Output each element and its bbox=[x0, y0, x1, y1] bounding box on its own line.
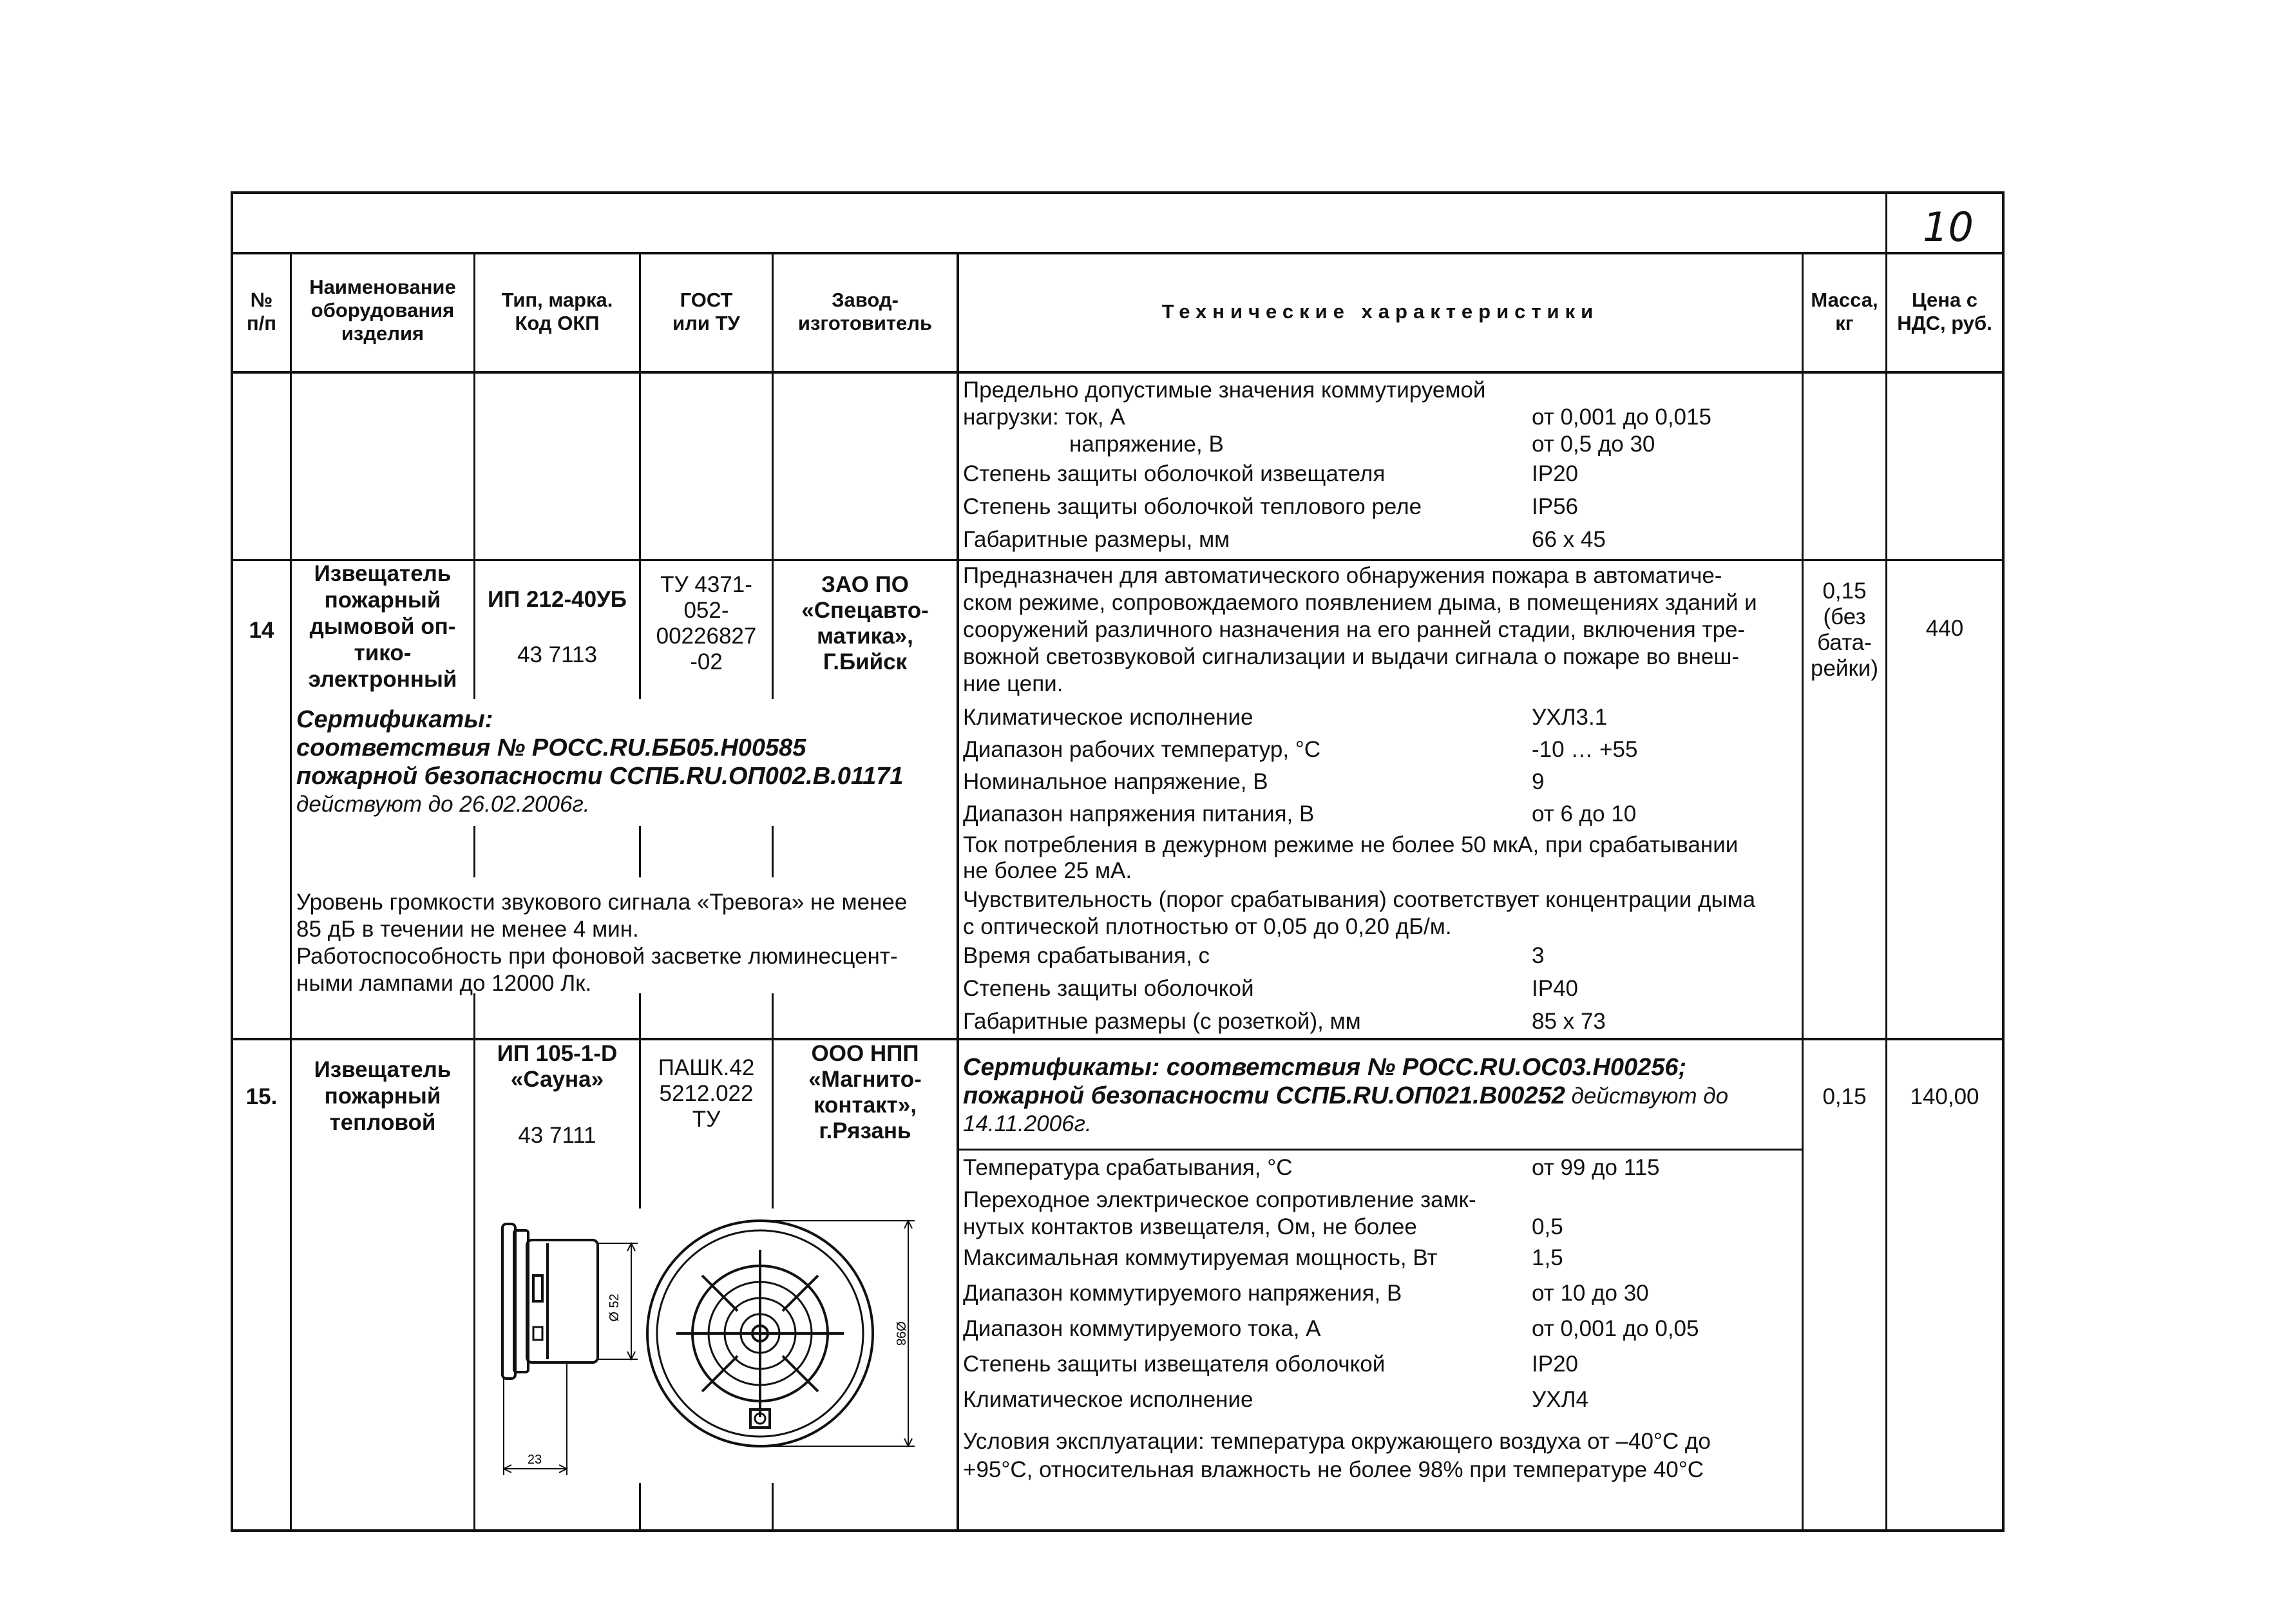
header-price bbox=[1887, 289, 2002, 335]
spec-label: Климатическое исполнение bbox=[963, 705, 1253, 730]
spec-value: от 0,001 до 0,05 bbox=[1532, 1316, 1699, 1341]
detector-front-view bbox=[647, 1221, 915, 1446]
header-type-line1: Тип, марка. bbox=[501, 289, 613, 311]
row15-cert2 bbox=[963, 1082, 1728, 1110]
header-name-line2: оборудования bbox=[310, 299, 455, 321]
spec-label: Диапазон рабочих температур, °С bbox=[963, 737, 1321, 762]
spec-label: напряжение, В bbox=[1069, 432, 1224, 457]
row14-cert-line1: соответствия № РОСС.RU.ББ05.Н00585 bbox=[296, 734, 806, 761]
spec-label: Максимальная коммутируемая мощность, Вт bbox=[963, 1245, 1438, 1270]
spec-value: 1,5 bbox=[1532, 1245, 1563, 1270]
spec-value: УХЛ4 bbox=[1532, 1387, 1589, 1412]
row15-gost-line3: ТУ bbox=[692, 1107, 721, 1132]
spec-value: 9 bbox=[1532, 769, 1545, 794]
row15-maker bbox=[774, 1041, 957, 1144]
row14-sound-line: Уровень громкости звукового сигнала «Тревога» не менее bbox=[296, 890, 908, 915]
row14-mass-line1: 0,15 bbox=[1822, 578, 1867, 604]
row15-type-line2: «Сауна» bbox=[510, 1067, 604, 1092]
col-rule-maker-b bbox=[772, 826, 774, 877]
col-rule-num bbox=[290, 252, 292, 1532]
header-name-line3: изделия bbox=[341, 322, 424, 345]
page-number: 10 bbox=[1923, 204, 1974, 251]
spec-label: Диапазон коммутируемого напряжения, В bbox=[963, 1281, 1402, 1306]
header-mass-line2: кг bbox=[1835, 312, 1854, 334]
row14-maker-line2: «Спецавто- bbox=[801, 598, 929, 623]
spec-label: нагрузки: ток, А bbox=[963, 405, 1125, 430]
row14-num: 14 bbox=[249, 618, 274, 643]
spec-value: -10 … +55 bbox=[1532, 737, 1638, 762]
header-num-line1: № bbox=[250, 289, 273, 311]
header-price-line2: НДС, руб. bbox=[1897, 312, 1992, 334]
row14-price: 440 bbox=[1925, 616, 1964, 641]
row15-name-line3: тепловой bbox=[329, 1110, 436, 1135]
row14-name-line5: электронный bbox=[308, 667, 457, 692]
row14-sound-line: 85 дБ в течении не менее 4 мин. bbox=[296, 917, 639, 942]
row14-desc-line: Предназначен для автоматического обнаружения пожара в автоматиче- bbox=[963, 563, 1722, 588]
row14-cert-line2: пожарной безопасности ССПБ.RU.ОП002.В.01171 bbox=[296, 763, 904, 790]
row15-maker-line3: контакт», bbox=[813, 1093, 917, 1118]
row15-name-line2: пожарный bbox=[324, 1084, 441, 1109]
row14-mass-line2: (без bbox=[1823, 604, 1866, 629]
spec-value: от 0,5 до 30 bbox=[1532, 432, 1655, 457]
spec-label: Климатическое исполнение bbox=[963, 1387, 1253, 1412]
rule-header-bottom bbox=[231, 371, 2005, 374]
row15-name bbox=[292, 1056, 473, 1136]
header-gost bbox=[641, 289, 772, 335]
row15-maker-line2: «Магнито- bbox=[808, 1067, 922, 1092]
row15-mass: 0,15 bbox=[1822, 1084, 1867, 1109]
row14-desc-line: ском режиме, сопровождаемого появлением дыма, в помещениях зданий и bbox=[963, 590, 1757, 615]
row14-maker-line4: Г.Бийск bbox=[823, 649, 908, 674]
row14-name-line3: дымовой оп- bbox=[309, 614, 456, 639]
row14-maker-line1: ЗАО ПО bbox=[821, 572, 910, 597]
row15-num: 15. bbox=[245, 1084, 278, 1109]
header-gost-line2: или ТУ bbox=[672, 312, 740, 334]
spec-label: Температура срабатывания, °С bbox=[963, 1155, 1293, 1180]
header-price-line1: Цена с bbox=[1911, 289, 1978, 311]
col-rule-type-b bbox=[473, 826, 475, 877]
col-rule-gost-b bbox=[639, 826, 641, 877]
spec-value: от 0,001 до 0,015 bbox=[1532, 405, 1711, 430]
row15-type-line1: ИП 105-1-D bbox=[497, 1041, 618, 1066]
row15-cert2-tail: действуют до bbox=[1565, 1084, 1729, 1109]
spec-label: Диапазон коммутируемого тока, А bbox=[963, 1316, 1321, 1341]
row15-cert3: 14.11.2006г. bbox=[963, 1111, 1092, 1136]
header-name-line1: Наименование bbox=[309, 276, 456, 298]
rule-cert15 bbox=[958, 1149, 1803, 1151]
spec-label: нутых контактов извещателя, Ом, не более bbox=[963, 1214, 1417, 1239]
row14-mass-line4: рейки) bbox=[1811, 656, 1878, 681]
row14-okp: 43 7113 bbox=[517, 642, 597, 667]
row14-desc-line: ние цепи. bbox=[963, 671, 1063, 696]
spec-label: Степень защиты оболочкой извещателя bbox=[963, 461, 1386, 486]
spec-label: Степень защиты оболочкой bbox=[963, 976, 1254, 1001]
header-maker-line1: Завод- bbox=[832, 289, 899, 311]
rule-header-top bbox=[231, 252, 2005, 254]
header-maker bbox=[774, 289, 957, 335]
row14-cert-title: Сертификаты: bbox=[296, 706, 493, 733]
spec-value: 0,5 bbox=[1532, 1214, 1563, 1239]
row14-gost bbox=[641, 572, 772, 675]
header-type-line2: Код ОКП bbox=[515, 312, 600, 334]
row14-desc-line: вожной светозвуковой сигнализации и выдачи сигнала о пожаре во внеш- bbox=[963, 644, 1740, 669]
header-mass bbox=[1804, 289, 1885, 335]
rule-row14-top bbox=[231, 559, 2005, 561]
dim-width-label: 23 bbox=[527, 1453, 542, 1467]
header-name bbox=[292, 276, 473, 345]
row15-conditions-line: Условия эксплуатации: температура окружающего воздуха от –40°С до bbox=[963, 1429, 1711, 1454]
row14-mass bbox=[1804, 578, 1885, 682]
header-gost-line1: ГОСТ bbox=[680, 289, 733, 311]
spec-value: от 6 до 10 bbox=[1532, 801, 1637, 826]
row14-maker bbox=[774, 572, 957, 675]
spec-value: УХЛ3.1 bbox=[1532, 705, 1608, 730]
row15-cert1: Сертификаты: соответствия № РОСС.RU.ОС03.Н00256; bbox=[963, 1054, 1687, 1081]
row14-sensitivity-line: Чувствительность (порог срабатывания) соответствует концентрации дыма bbox=[963, 887, 1756, 912]
row15-gost bbox=[641, 1055, 772, 1132]
row14-sound-line: ными лампами до 12000 Лк. bbox=[296, 971, 592, 996]
row14-gost-line3: 00226827 bbox=[656, 624, 757, 649]
spec-label: Переходное электрическое сопротивление замк- bbox=[963, 1187, 1476, 1212]
spec-value: IP40 bbox=[1532, 976, 1578, 1001]
spec-label: Диапазон напряжения питания, В bbox=[963, 801, 1315, 826]
row15-maker-line1: ООО НПП bbox=[811, 1041, 919, 1066]
header-type bbox=[475, 289, 639, 335]
spec-value: от 10 до 30 bbox=[1532, 1281, 1649, 1306]
spec-label: Предельно допустимые значения коммутируемой bbox=[963, 377, 1486, 403]
row14-cert-valid: действуют до 26.02.2006г. bbox=[296, 792, 590, 817]
spec-value: IP20 bbox=[1532, 1352, 1578, 1377]
row14-desc-line: сооружений различного назначения на его ранней стадии, включения тре- bbox=[963, 617, 1746, 642]
spec-label: Габаритные размеры, мм bbox=[963, 527, 1230, 552]
rule-row15-top bbox=[231, 1038, 2005, 1040]
row14-sound-line: Работоспособность при фоновой засветке люминесцент- bbox=[296, 944, 898, 969]
row15-cert2-bold: пожарной безопасности ССПБ.RU.ОП021.В00252 bbox=[963, 1082, 1565, 1109]
spec-value: IP20 bbox=[1532, 461, 1578, 486]
spec-value: 3 bbox=[1532, 943, 1545, 968]
header-num-line2: п/п bbox=[246, 312, 277, 334]
row14-sensitivity-line: с оптической плотностью от 0,05 до 0,20 дБ/м. bbox=[963, 914, 1452, 939]
row15-name-line1: Извещатель bbox=[314, 1057, 452, 1082]
row15-conditions-line: +95°С, относительная влажность не более 98% при температуре 40°С bbox=[963, 1457, 1704, 1482]
dim-front-label: Ø98 bbox=[893, 1321, 908, 1346]
spec-value: 66 х 45 bbox=[1532, 527, 1606, 552]
header-num bbox=[233, 289, 290, 335]
row15-gost-line1: ПАШК.42 bbox=[658, 1055, 755, 1080]
row14-current-line: не более 25 мА. bbox=[963, 858, 1132, 883]
spec-label: Номинальное напряжение, В bbox=[963, 769, 1268, 794]
row15-okp: 43 7111 bbox=[518, 1123, 596, 1148]
spec-label: Время срабатывания, с bbox=[963, 943, 1210, 968]
row14-type: ИП 212-40УБ bbox=[488, 587, 627, 612]
row14-mass-line3: бата- bbox=[1817, 630, 1872, 655]
row14-name-line1: Извещатель bbox=[314, 561, 452, 586]
row14-maker-line3: матика», bbox=[817, 624, 913, 649]
header-mass-line1: Масса, bbox=[1811, 289, 1878, 311]
spec-label: Степень защиты оболочкой теплового реле bbox=[963, 494, 1422, 519]
header-specs: Технические характеристики bbox=[1161, 300, 1599, 323]
header-maker-line2: изготовитель bbox=[797, 312, 933, 334]
row15-type bbox=[475, 1041, 639, 1093]
col-rule-mass bbox=[1802, 252, 1804, 1532]
spec-label: Габаритные размеры (с розеткой), мм bbox=[963, 1009, 1361, 1034]
detector-drawing bbox=[490, 1205, 960, 1495]
row15-price: 140,00 bbox=[1910, 1084, 1979, 1109]
spec-value: от 99 до 115 bbox=[1532, 1155, 1660, 1180]
row14-gost-line4: -02 bbox=[690, 649, 723, 674]
row15-gost-line2: 5212.022 bbox=[659, 1081, 754, 1106]
row14-name-line4: тико- bbox=[354, 640, 412, 665]
spec-value: IP56 bbox=[1532, 494, 1578, 519]
spec-value: 85 х 73 bbox=[1532, 1009, 1606, 1034]
row15-maker-line4: г.Рязань bbox=[819, 1118, 911, 1143]
dim-side-label: Ø 52 bbox=[607, 1294, 622, 1322]
row14-name-line2: пожарный bbox=[324, 588, 441, 613]
row14-current-line: Ток потребления в дежурном режиме не более 50 мкА, при срабатывании bbox=[963, 832, 1739, 857]
row14-gost-line1: ТУ 4371- bbox=[660, 572, 752, 597]
row14-gost-line2: 052- bbox=[683, 598, 729, 623]
spec-label: Степень защиты извещателя оболочкой bbox=[963, 1352, 1386, 1377]
row14-name bbox=[292, 560, 473, 693]
detector-side-view bbox=[502, 1224, 638, 1475]
col-rule-price bbox=[1885, 191, 1887, 1532]
